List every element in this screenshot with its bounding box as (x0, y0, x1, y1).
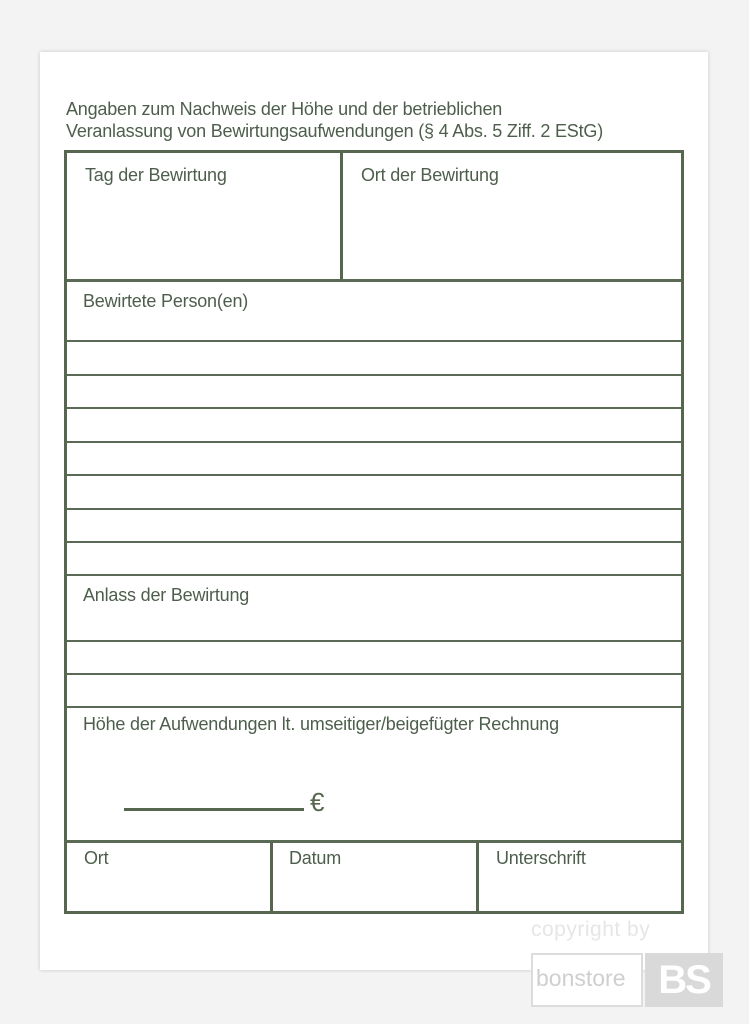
divider-ort-datum (270, 842, 273, 914)
label-ort: Ort (84, 848, 109, 868)
euro-sign: € (310, 787, 325, 817)
writing-line (67, 340, 681, 342)
row-separator (67, 840, 681, 843)
watermark-brand-mark: BS (645, 953, 723, 1007)
writing-line (67, 407, 681, 409)
divider-tag-ort (340, 153, 343, 281)
writing-line (67, 441, 681, 443)
writing-line (67, 508, 681, 510)
writing-line (67, 374, 681, 376)
heading-line-1: Angaben zum Nachweis der Höhe und der betrieblichen (66, 99, 503, 119)
writing-line (67, 474, 681, 476)
label-unterschrift: Unterschrift (496, 848, 586, 868)
writing-line (67, 541, 681, 543)
row-separator (67, 706, 681, 708)
writing-line (67, 673, 681, 675)
writing-line (67, 574, 681, 576)
watermark-brand: bonstore (536, 965, 626, 991)
row-separator (67, 279, 681, 282)
heading-line-2: Veranlassung von Bewirtungsaufwendungen (§ 4 Abs. 5 Ziff. 2 EStG) (66, 121, 604, 141)
form-heading (66, 98, 706, 142)
label-anlass-der-bewirtung: Anlass der Bewirtung (83, 585, 250, 605)
amount-underline (124, 808, 304, 811)
receipt-form-grid (64, 150, 684, 914)
label-datum: Datum (289, 848, 342, 868)
divider-datum-unterschrift (476, 842, 479, 914)
watermark-copyright: copyright by (531, 918, 651, 941)
label-hoehe-der-aufwendungen: Höhe der Aufwendungen lt. umseitiger/beigefügter Rechnung (83, 714, 559, 734)
writing-line (67, 640, 681, 642)
label-tag-der-bewirtung: Tag der Bewirtung (85, 165, 227, 185)
label-bewirtete-personen: Bewirtete Person(en) (83, 291, 249, 311)
label-ort-der-bewirtung: Ort der Bewirtung (361, 165, 499, 185)
